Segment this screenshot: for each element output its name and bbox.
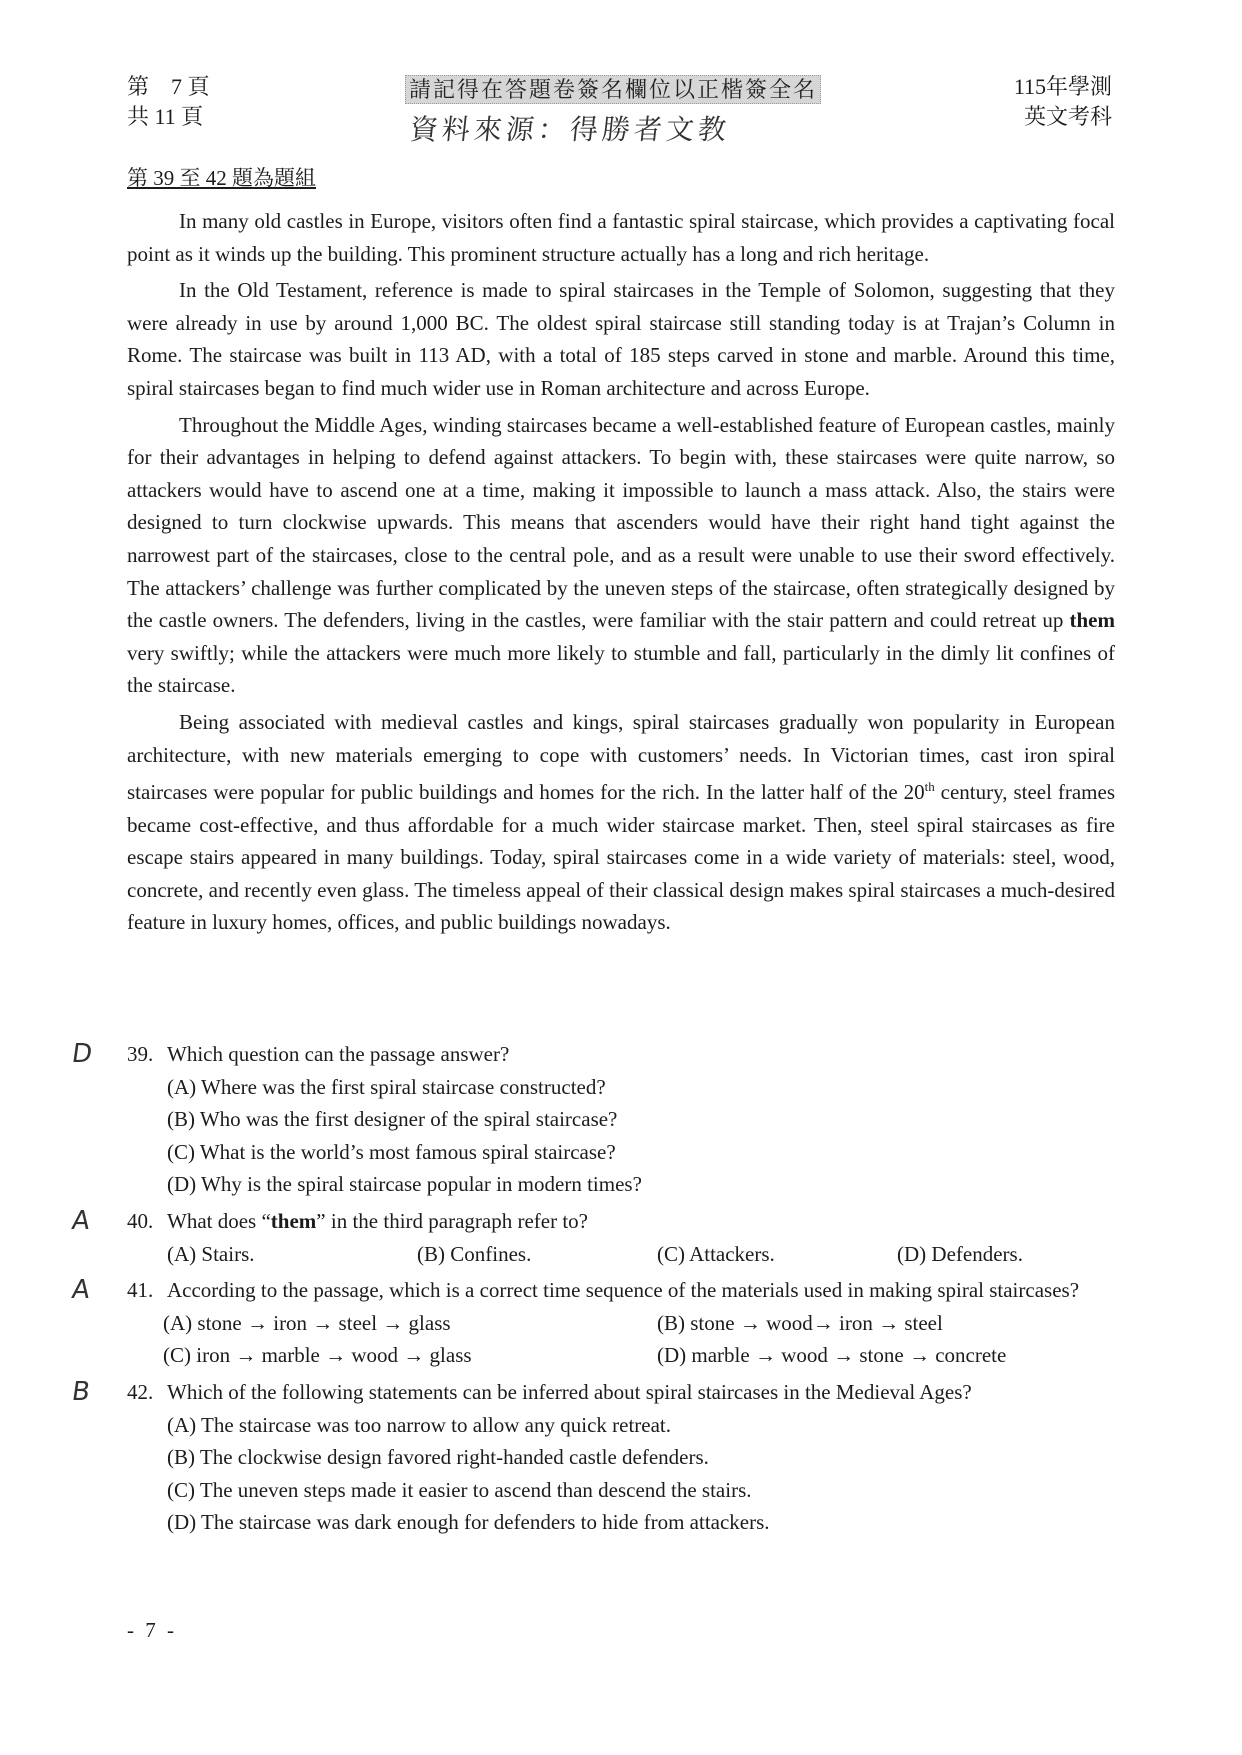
exam-subject: 英文考科 [1023, 104, 1112, 129]
option-c: (C) What is the world’s most famous spiral staircase? [167, 1139, 616, 1164]
option-b: (B) stone → wood→ iron → steel [657, 1310, 943, 1335]
option-a: (A) Where was the first spiral staircase constructed? [167, 1074, 606, 1099]
question-number: 41. [127, 1278, 154, 1303]
passage-paragraph-3 [127, 409, 1115, 702]
option-a: (A) The staircase was too narrow to allow any quick retreat. [167, 1412, 672, 1437]
option-d: (D) Why is the spiral staircase popular in modern times? [167, 1172, 642, 1197]
text-span: Throughout the Middle Ages, winding staircases became a well-established feature of European castles, mainly for their advantages in helping to defend against attackers. To begin with, these staircases were quite narrow, so attackers would have to ascend one at a time, making it impossible to launch a mass attack. Also, the stairs were designed to turn clockwise upwards. This means that ascenders would have their right hand tight against the narrowest part of the staircases, close to the central pole, and as a result were unable to use their sword effectively. The attackers’ challenge was further complicated by the uneven steps of the staircase, often strategically designed by the castle owners. The defenders, living in the castles, were familiar with the stair pattern and could retreat up [127, 412, 1115, 633]
question-number: 42. [127, 1379, 154, 1404]
page-footer-number: - 7 - [127, 1618, 177, 1642]
question-group-label: 第 39 至 42 題為題組 [127, 166, 316, 190]
text-span: very swiftly; while the attackers were much more likely to stumble and fall, particularly in the dimly lit confines of the staircase. [127, 640, 1115, 698]
option-c: (C) Attackers. [657, 1241, 775, 1266]
handwritten-answer: A [69, 1275, 92, 1306]
text-span: Being associated with medieval castles and kings, spiral staircases gradually won popularity in European architecture, with new materials emerging to cope with customers’ needs. In Victorian times, cast iron spiral staircases were popular for public buildings and homes for the rich. In the latter half of the 20 [127, 709, 1115, 805]
option-d: (D) The staircase was dark enough for defenders to hide from attackers. [167, 1510, 770, 1535]
bold-keyword: them [270, 1208, 317, 1233]
handwritten-answer: D [69, 1039, 95, 1069]
page-number-block [127, 72, 210, 132]
question-list [69, 1038, 1115, 1543]
question-stem: What does “ [167, 1208, 271, 1233]
question-39 [69, 1038, 1115, 1201]
question-40 [69, 1205, 1115, 1270]
question-41 [69, 1274, 1115, 1372]
text-span: century, steel frames became cost-effective, and thus affordable for a much wider staircase market. Then, steel spiral staircases as fire escape stairs appeared in many buildings. Today, spiral staircases come in a wide variety of materials: steel, wood, concrete, and recently even glass. The timeless appeal of their classical design makes spiral staircases a much-desired feature in luxury homes, offices, and public buildings nowadays. [127, 780, 1115, 935]
question-number: 40. [127, 1208, 154, 1233]
handwritten-answer: B [69, 1376, 92, 1407]
option-c: (C) iron → marble → wood → glass [163, 1343, 472, 1368]
option-a: (A) Stairs. [167, 1241, 255, 1266]
exam-year: 115年學測 [1013, 74, 1112, 99]
option-c: (C) The uneven steps made it easier to ascend than descend the stairs. [167, 1477, 752, 1502]
handwritten-source-note: 資料來源：得勝者文教 [408, 113, 732, 146]
question-stem: Which question can the passage answer? [167, 1042, 510, 1066]
question-42 [69, 1376, 1115, 1539]
question-stem: Which of the following statements can be inferred about spiral staircases in the Medieval Ages? [167, 1379, 972, 1404]
question-stem: According to the passage, which is a correct time sequence of the materials used in making spiral staircases? [167, 1278, 1080, 1303]
page-current: 第 7 頁 [127, 74, 210, 99]
question-number: 39. [127, 1042, 154, 1066]
option-d: (D) marble → wood → stone → concrete [657, 1343, 1007, 1368]
handwritten-answer: A [69, 1205, 92, 1236]
superscript: th [924, 779, 935, 795]
option-d: (D) Defenders. [897, 1241, 1023, 1266]
option-b: (B) Who was the first designer of the spiral staircase? [167, 1107, 618, 1132]
page-total: 共 11 頁 [127, 104, 204, 129]
option-a: (A) stone → iron → steel → glass [163, 1310, 451, 1335]
signature-notice: 請記得在答題卷簽名欄位以正楷簽全名 [405, 75, 821, 104]
option-b: (B) The clockwise design favored right-handed castle defenders. [167, 1445, 709, 1470]
passage-paragraph-2: In the Old Testament, reference is made to spiral staircases in the Temple of Solomon, suggesting that they were already in use by around 1,000 BC. The oldest spiral staircase still standing today is at Trajan’s Column in Rome. The staircase was built in 113 AD, with a total of 185 steps carved in stone and marble. Around this time, spiral staircases began to find much wider use in Roman architecture and across Europe. [127, 278, 1115, 400]
passage-paragraph-1: In many old castles in Europe, visitors often find a fantastic spiral staircase, which provides a captivating focal point as it winds up the building. This prominent structure actually has a long and rich heritage. [127, 209, 1115, 266]
bold-keyword: them [1069, 608, 1115, 633]
option-b: (B) Confines. [417, 1241, 532, 1266]
reading-passage [127, 205, 1115, 943]
passage-paragraph-4 [127, 706, 1115, 939]
question-stem: ” in the third paragraph refer to? [316, 1208, 588, 1233]
exam-title-block [1014, 72, 1112, 132]
